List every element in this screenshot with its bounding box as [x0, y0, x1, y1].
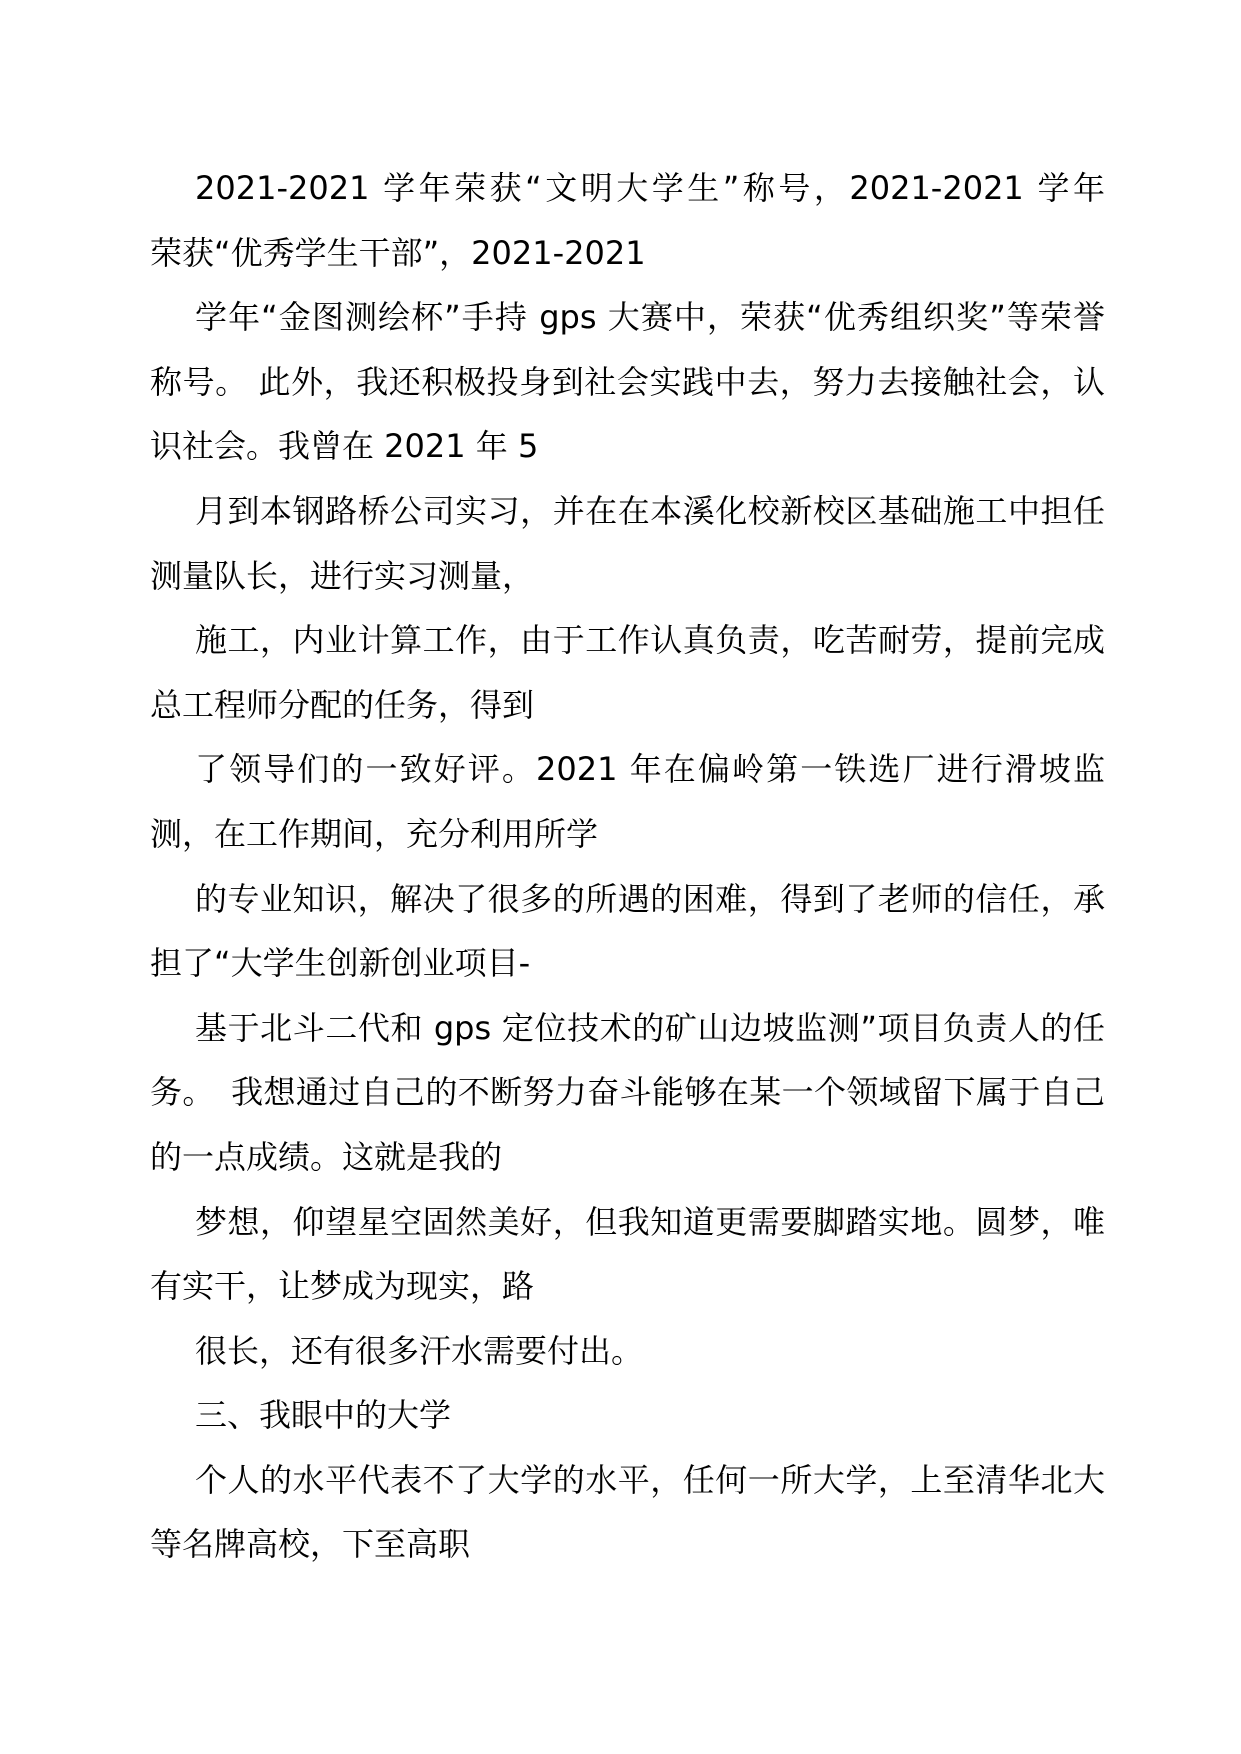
paragraph-internship: 月到本钢路桥公司实习，并在在本溪化校新校区基础施工中担任测量队长，进行实习测量，: [150, 491, 1105, 595]
paragraph-landslide-monitoring: 了领导们的一致好评。2021 年在偏岭第一铁选厂进行滑坡监测，在工作期间，充分利用所学: [150, 750, 1105, 853]
paragraph-university-level: 个人的水平代表不了大学的水平，任何一所大学，上至清华北大等名牌高校，下至高职: [150, 1460, 1105, 1564]
document-body: [150, 156, 1138, 1577]
paragraph-effort: 很长，还有很多汗水需要付出。: [195, 1331, 644, 1370]
section-heading-university: 三、我眼中的大学: [195, 1396, 452, 1435]
paragraph-project: 基于北斗二代和 gps 定位技术的矿山边坡监测”项目负责人的任务。 我想通过自己的不断努力奋斗能够在某一个领域留下属于自己的一点成绩。这就是我的: [150, 1008, 1105, 1176]
paragraph-gps-award: 学年“金图测绘杯”手持 gps 大赛中，荣获“优秀组织奖”等荣誉称号。 此外，我还积极投身到社会实践中去，努力去接触社会，认识社会。我曾在 2021 年 5: [150, 298, 1105, 466]
paragraph-knowledge: 的专业知识，解决了很多的所遇的困难，得到了老师的信任，承担了“大学生创新创业项目-: [150, 879, 1105, 983]
paragraph-construction: 施工，内业计算工作，由于工作认真负责，吃苦耐劳，提前完成总工程师分配的任务，得到: [150, 621, 1105, 724]
paragraph-honors: 2021-2021 学年荣获“文明大学生”称号，2021-2021 学年 荣获“优秀学生干部”，2021-2021: [150, 169, 1138, 272]
paragraph-dream: 梦想，仰望星空固然美好，但我知道更需要脚踏实地。圆梦，唯有实干，让梦成为现实，路: [150, 1202, 1105, 1306]
